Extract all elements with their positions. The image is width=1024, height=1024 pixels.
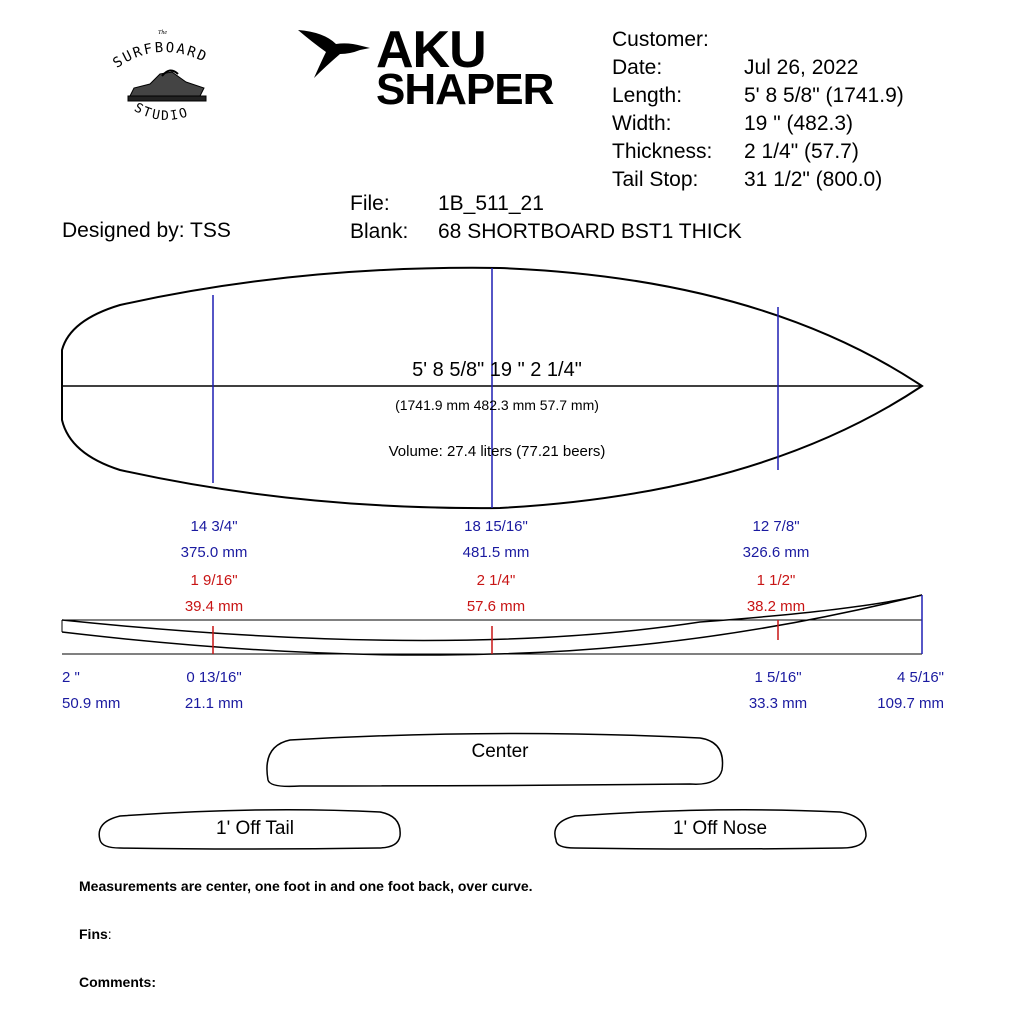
spec-label: Length:: [612, 84, 683, 107]
thickness-mm: 38.2 mm: [746, 598, 806, 615]
brand-line2: SHAPER: [376, 65, 554, 114]
width-tail: [134, 514, 294, 566]
width-mm: 375.0 mm: [180, 544, 248, 561]
spec-value: 31 1/2" (800.0): [744, 168, 883, 191]
width-inch: 18 15/16": [464, 518, 528, 535]
spec-label: Customer:: [612, 28, 709, 51]
section-center-label: Center: [471, 741, 529, 762]
plan-volume: Volume: 27.4 liters (77.21 beers): [388, 443, 606, 460]
rocker-mm: 50.9 mm: [62, 695, 121, 712]
spec-label: Tail Stop:: [612, 168, 699, 191]
width-inch: 12 7/8": [752, 518, 800, 535]
rocker-tail-foot: [134, 665, 294, 717]
spec-value: 5' 8 5/8" (1741.9): [744, 84, 904, 107]
file-label: File:: [350, 192, 390, 215]
width-inch: 14 3/4": [190, 518, 238, 535]
thickness-tail: [134, 568, 294, 620]
thickness-center: [416, 568, 576, 620]
plan-summary-imperial: 5' 8 5/8" 19 " 2 1/4": [412, 359, 582, 381]
rocker-nose: [844, 665, 944, 717]
spec-label: Date:: [612, 56, 663, 79]
spec-label: Width:: [612, 112, 672, 135]
rocker-mm: 33.3 mm: [748, 695, 808, 712]
designed-by: Designed by: TSS: [62, 219, 231, 242]
fins-label: Fins: [79, 926, 108, 942]
width-center: [416, 514, 576, 566]
thickness-inch: 2 1/4": [476, 572, 516, 589]
spec-value: 19 " (482.3): [744, 112, 854, 135]
plan-summary-metric: (1741.9 mm 482.3 mm 57.7 mm): [395, 397, 599, 413]
section-nose-label: 1' Off Nose: [672, 818, 768, 839]
rocker-inch: 0 13/16": [186, 669, 242, 686]
thickness-mm: 39.4 mm: [184, 598, 244, 615]
fins-line: [79, 926, 112, 942]
fins-colon: :: [107, 926, 112, 942]
thickness-inch: 1 9/16": [190, 572, 238, 589]
rocker-tail: [62, 665, 142, 717]
brand-line1: AKU: [376, 21, 486, 79]
rocker-inch: 4 5/16": [896, 669, 944, 686]
comments-label: Comments:: [79, 974, 157, 990]
thickness-mm: 57.6 mm: [466, 598, 526, 615]
width-nose: [696, 514, 856, 566]
rocker-mm: 109.7 mm: [877, 695, 944, 712]
spec-value: 2 1/4" (57.7): [744, 140, 859, 163]
spec-value: Jul 26, 2022: [744, 56, 859, 79]
rocker-mm: 21.1 mm: [184, 695, 244, 712]
blank-value: 68 SHORTBOARD BST1 THICK: [438, 220, 742, 243]
logo-line1: SURFBOARD: [110, 39, 211, 72]
section-tail-label: 1' Off Tail: [216, 818, 294, 839]
measurements-note: Measurements are center, one foot in and one foot back, over curve.: [79, 878, 533, 894]
logo-the: The: [158, 30, 167, 36]
thickness-nose: [696, 568, 856, 620]
spec-label: Thickness:: [612, 140, 713, 163]
rocker-nose-foot: [698, 665, 858, 717]
thickness-inch: 1 1/2": [756, 572, 796, 589]
file-value: 1B_511_21: [438, 192, 544, 215]
rocker-inch: 1 5/16": [754, 669, 802, 686]
logo-line2: STUDIO: [131, 100, 192, 125]
blank-label: Blank:: [350, 220, 409, 243]
width-mm: 481.5 mm: [462, 544, 530, 561]
rocker-inch: 2 ": [62, 669, 80, 686]
width-mm: 326.6 mm: [742, 544, 810, 561]
